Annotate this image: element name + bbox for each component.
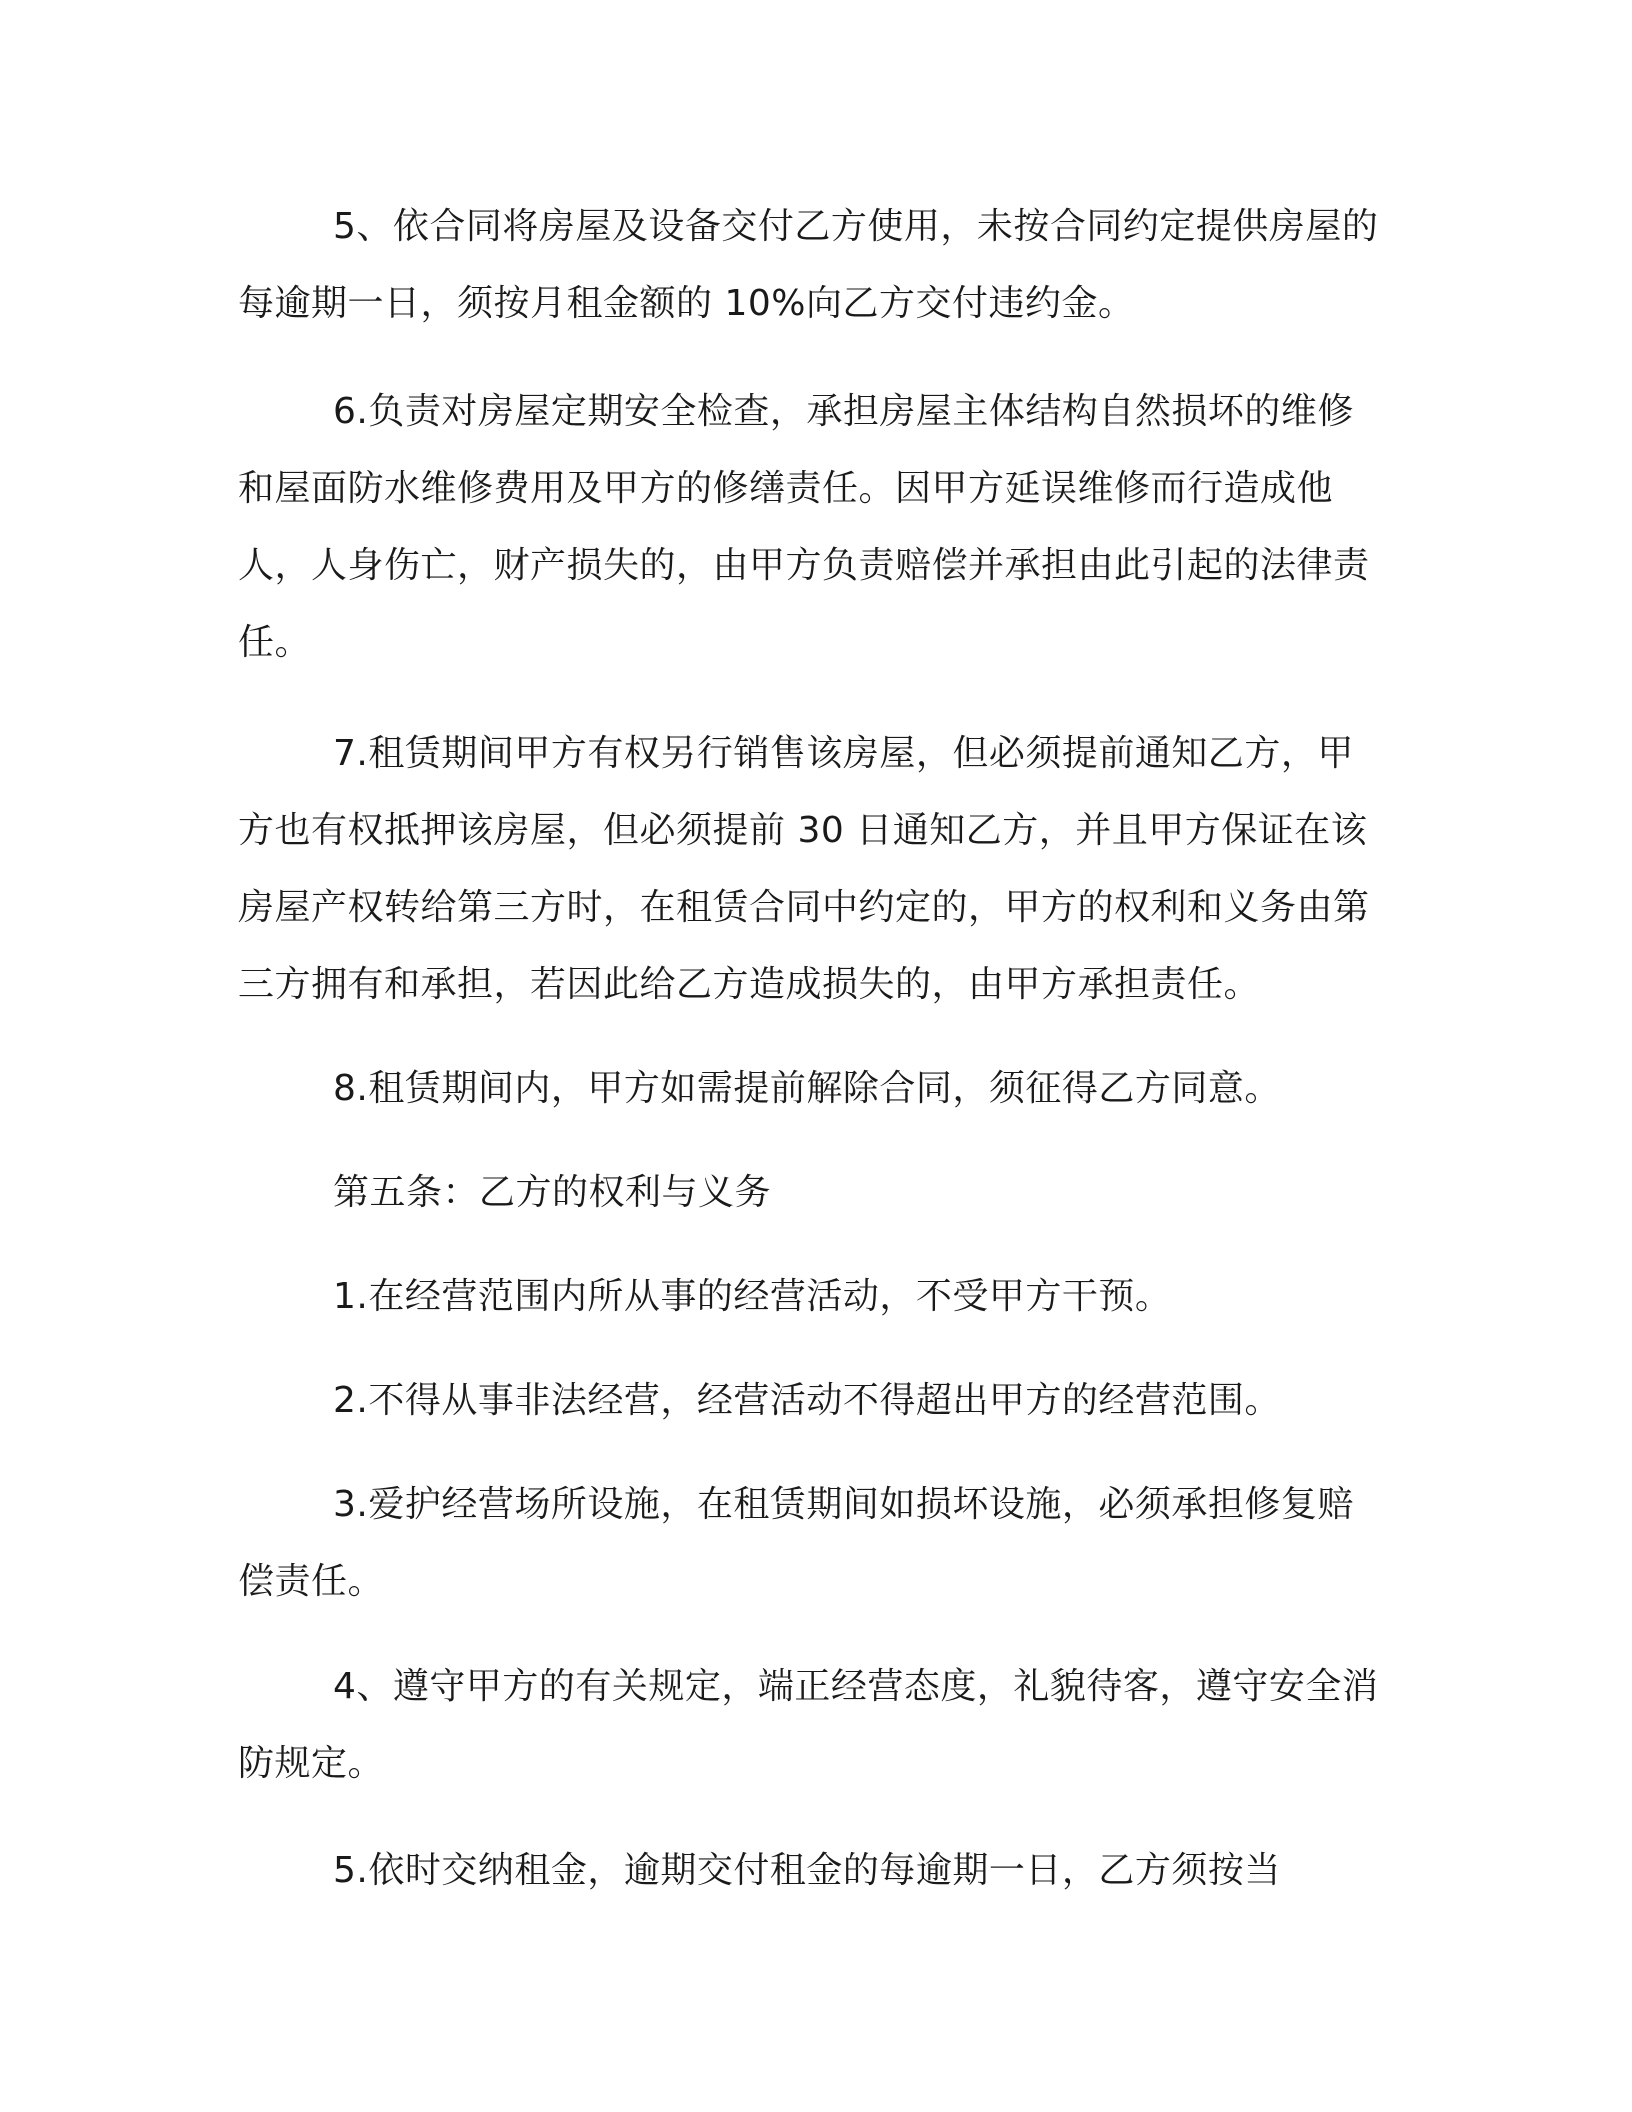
paragraph-lessee-duty-2: 2.不得从事非法经营，经营活动不得超出甲方的经营范围。 [333, 1380, 1281, 1421]
paragraph-lessee-duty-4: 4、遵守甲方的有关规定，端正经营态度，礼貌待客，遵守安全消防规定。 [238, 1666, 1379, 1784]
paragraph-lessee-duty-1: 1.在经营范围内所从事的经营活动，不受甲方干预。 [333, 1276, 1172, 1317]
paragraph-lessee-duty-5: 5.依时交纳租金，逾期交付租金的每逾期一日，乙方须按当 [333, 1850, 1281, 1891]
paragraph-lessor-duty-8: 8.租赁期间内，甲方如需提前解除合同，须征得乙方同意。 [333, 1068, 1281, 1109]
section-heading-article-5: 第五条：乙方的权利与义务 [333, 1172, 772, 1213]
paragraph-lessor-duty-7: 7.租赁期间甲方有权另行销售该房屋，但必须提前通知乙方，甲方也有权抵押该房屋，但必须提前 30 日通知乙方，并且甲方保证在该房屋产权转给第三方时，在租赁合同中约定的，甲方的权利和义务由第三方拥有和承担，若因此给乙方造成损失的，由甲方承担责任。 [238, 733, 1370, 1005]
paragraph-lessor-duty-5: 5、依合同将房屋及设备交付乙方使用，未按合同约定提供房屋的每逾期一日，须按月租金额的 10%向乙方交付违约金。 [238, 206, 1379, 324]
document-body [238, 188, 1388, 1909]
paragraph-lessee-duty-3: 3.爱护经营场所设施，在租赁期间如损坏设施，必须承担修复赔偿责任。 [238, 1484, 1354, 1602]
paragraph-lessor-duty-6: 6.负责对房屋定期安全检查，承担房屋主体结构自然损坏的维修和屋面防水维修费用及甲方的修缮责任。因甲方延误维修而行造成他人，人身伤亡，财产损失的，由甲方负责赔偿并承担由此引起的法律责任。 [238, 391, 1370, 663]
